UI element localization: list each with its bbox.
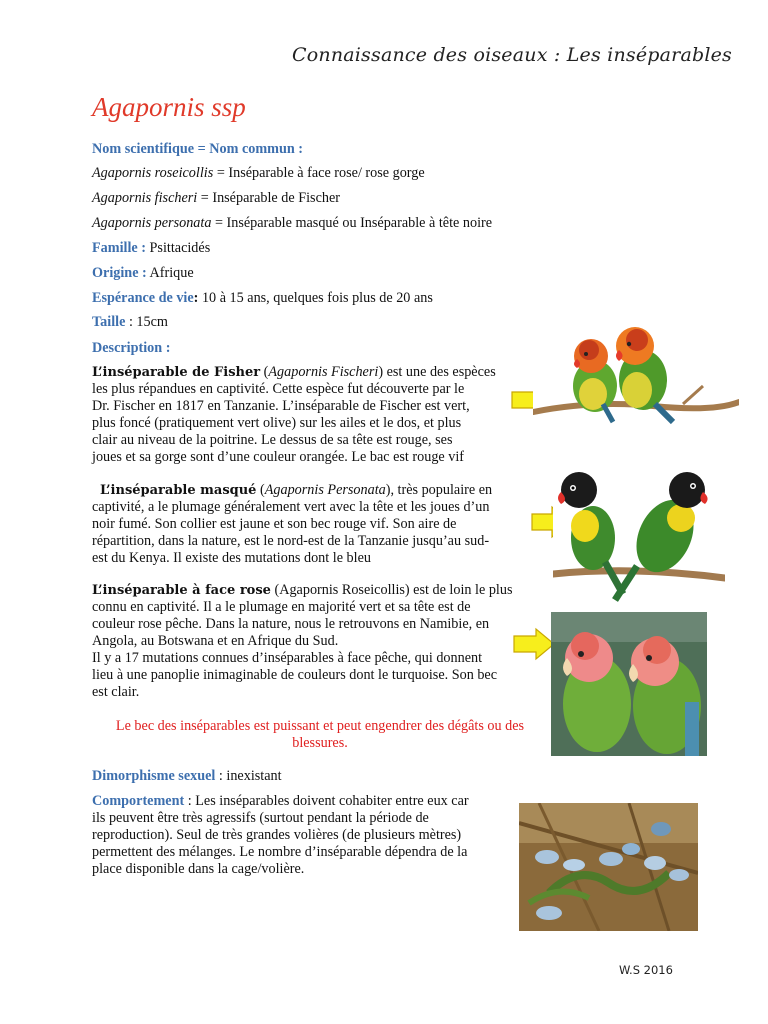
common-name: Inséparable masqué ou Inséparable à tête noire [226, 215, 493, 231]
origine-row [92, 265, 194, 282]
fischer-name: L’inséparable de Fisher [92, 365, 261, 380]
taille-row [92, 314, 168, 331]
taille-value: : 15cm [125, 314, 168, 330]
rose-line: couleur rose pêche. Dans la nature, nous le retrouvons en Namibie, en [92, 616, 490, 632]
comportement-line: ils peuvent être très agressifs (surtout pendant la période de [92, 810, 429, 826]
equals: = [211, 215, 227, 231]
esperance-label: Espérance de vie [92, 290, 194, 306]
rose-line: est clair. [92, 684, 140, 700]
rose-line: lieu à une panoplie inimaginable de couleurs dont le turquoise. Son bec [92, 667, 498, 683]
comportement-label: Comportement [92, 793, 185, 809]
famille-label: Famille : [92, 240, 146, 256]
aviary-blue-lovebirds-photo [519, 803, 698, 931]
esperance-row [92, 290, 433, 307]
warning-line-2: blessures. [292, 735, 348, 751]
dimorphisme-row [92, 768, 282, 785]
dimorphisme-label: Dimorphisme sexuel [92, 768, 216, 784]
famille-value: Psittacidés [145, 240, 211, 256]
masque-name: L’inséparable masqué [100, 483, 257, 498]
esperance-value: 10 à 15 ans, quelques fois plus de 20 ans [198, 290, 433, 306]
footer-credit: W.S 2016 [619, 963, 673, 977]
latin-name: Agapornis fischeri [92, 190, 198, 206]
comportement-paragraph [92, 793, 469, 878]
fischer-line: plus foncé (pratiquement vert olive) sur les ailes et le dos, et plus [92, 415, 462, 431]
rose-paragraph [92, 582, 513, 701]
masque-paragraph: L’inséparable masqué (Agapornis Personata), très populaire en captivité, a le plumage généralement vert avec la tête et les joues d’un noir fumé. Son collier est jaune et son bec rouge vif. Son aire de répartition, dans la nature, est le nord-est de la Tanzanie jusqu’au sud- est du Kenya. Il existe des mutations dont le bleu [92, 482, 493, 566]
common-name: Inséparable de Fischer [212, 190, 340, 206]
description-label: Description : [92, 340, 171, 356]
fischer-lovebirds-photo [533, 304, 739, 432]
comportement-line: reproduction). Seul de très grandes volières (de plusieurs mètres) [92, 827, 462, 843]
comportement-line: permettent des mélanges. Le nombre d’inséparable dépendra de la [92, 844, 468, 860]
taille-label: Taille [92, 314, 126, 330]
fischer-latin: Agapornis Fischeri [268, 364, 379, 380]
masque-latin: Agapornis Personata [264, 482, 386, 498]
rose-line: Il y a 17 mutations connues d’inséparables à face pêche, qui donnent [92, 650, 483, 666]
fischer-line-0: ) est une des espèces [378, 364, 496, 380]
header-title: Connaissance des oiseaux : Les inséparables [292, 44, 733, 66]
famille-row [92, 240, 210, 257]
latin-name: Agapornis personata [92, 215, 212, 231]
fischer-line: Dr. Fischer en 1817 en Tanzanie. L’inséparable de Fischer est vert, [92, 398, 470, 414]
arrow-right-icon [512, 627, 556, 661]
common-name: Inséparable à face rose/ rose gorge [228, 165, 425, 181]
rose-line-0: (Agapornis Roseicollis) est de loin le plus [270, 582, 513, 598]
species-fischeri [92, 190, 340, 207]
latin-name: Agapornis roseicollis [92, 165, 214, 181]
equals: = [197, 190, 213, 206]
species-roseicollis [92, 165, 425, 182]
rosy-faced-lovebirds-photo [551, 612, 707, 756]
masque-line: est du Kenya. Il existe des mutations dont le bleu [92, 550, 371, 566]
rose-line: connu en captivité. Il a le plumage en majorité vert et sa tête est de [92, 599, 471, 615]
masque-line: captivité, a le plumage généralement vert avec la tête et les joues d’un [92, 499, 490, 515]
fischer-line: les plus répandues en captivité. Cette espèce fut découverte par le [92, 381, 465, 397]
fischer-line: clair au niveau de la poitrine. Le dessus de sa tête est rouge, ses [92, 432, 453, 448]
fischer-paragraph: L’inséparable de Fisher (Agapornis Fischeri) est une des espèces les plus répandues en captivité. Cette espèce fut découverte par le Dr. Fischer en 1817 en Tanzanie. L’inséparable de Fischer est vert, plus foncé (pratiquement vert olive) sur les ailes et le dos, et plus clair au niveau de la poitrine. Le dessus de sa tête est rouge, ses joues et sa gorge sont d’une couleur orangée. Le bac est rouge vif [92, 364, 496, 465]
comportement-line-0: : Les inséparables doivent cohabiter entre eux car [184, 793, 469, 809]
equals: = [213, 165, 229, 181]
page-title: Agapornis ssp [92, 92, 246, 122]
warning-line-1: Le bec des inséparables est puissant et peut engendrer des dégâts ou des [115, 718, 525, 734]
rose-line: Angola, au Botswana et en Afrique du Sud. [92, 633, 339, 649]
esperance-colon: : [193, 290, 199, 306]
masque-line-0: ), très populaire en [385, 482, 493, 498]
masked-lovebirds-photo [553, 466, 725, 604]
dimorphisme-value: : inexistant [215, 768, 282, 784]
origine-value: Afrique [146, 265, 194, 281]
origine-label: Origine : [92, 265, 147, 281]
comportement-line: place disponible dans la cage/volière. [92, 861, 305, 877]
species-personata [92, 215, 492, 232]
rose-name: L’inséparable à face rose [92, 583, 271, 598]
species-label: Nom scientifique = Nom commun : [92, 141, 304, 157]
masque-line: répartition, dans la nature, est le nord-est de la Tanzanie jusqu’au sud- [92, 533, 490, 549]
fischer-line: joues et sa gorge sont d’une couleur orangée. Le bac est rouge vif [92, 449, 465, 465]
masque-line: noir fumé. Son collier est jaune et son bec rouge vif. Son aire de [92, 516, 457, 532]
